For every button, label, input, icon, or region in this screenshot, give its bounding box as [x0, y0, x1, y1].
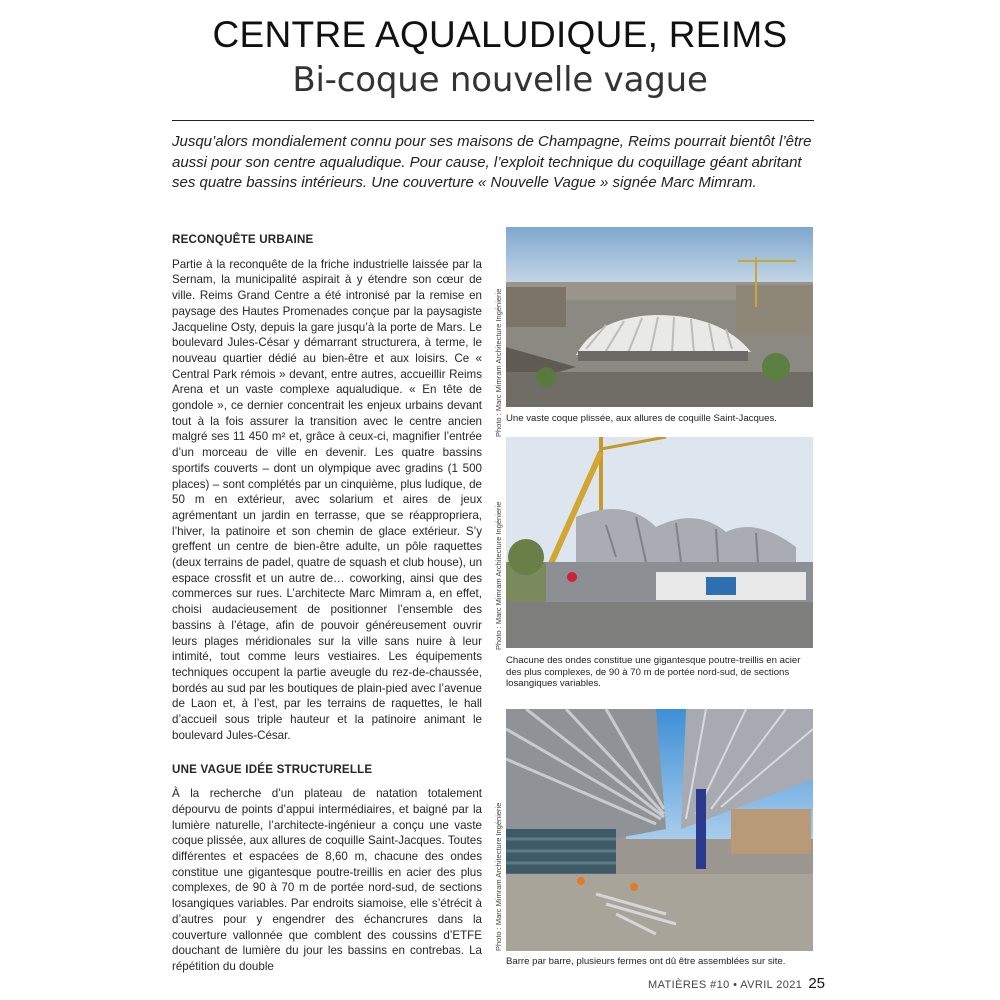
- photo-caption: Chacune des ondes constitue une gigantesque poutre-treillis en acier des plus complexes, de 90 à 70 m de portée nord-sud, de sections losangiques variables.: [506, 655, 801, 689]
- photo-caption: Une vaste coque plissée, aux allures de coquille Saint-Jacques.: [506, 413, 777, 424]
- article-subtitle: Bi-coque nouvelle vague: [292, 60, 708, 100]
- section-heading: RECONQUÊTE URBAINE: [172, 233, 314, 246]
- lead-paragraph: Jusqu’alors mondialement connu pour ses maisons de Champagne, Reims pourrait bientôt l’être aussi pour son centre aqualudique. Pour cause, l’exploit technique du coquillage géant abritant ses quatre bassins intérieurs. Une couverture « Nouvelle Vague » signée Marc Mimram.: [172, 133, 812, 191]
- section-body: À la recherche d’un plateau de natation totalement dépourvu de points d’appui intermédiaires, et baigné par la lumière naturelle, l’architecte-ingénieur a conçu une vaste coque plissée, aux allures de coquille Saint-Jacques. Toutes différentes et espacées de 8,60 m, chacune des ondes constitue une gigantesque poutre-treillis en acier des plus complexes, de 90 à 70 m de portée nord-sud, de sections losangiques variables. Par endroits siamoise, elle s’étrécit à d’autres pour y engendrer des échancrures dans la couverture vallonnée que comblent des coussins d’ETFE douchant de lumière du jour les bassins en contrebas. La répétition du double: [172, 787, 482, 973]
- issue-label: MATIÈRES #10 • AVRIL 2021: [648, 979, 803, 991]
- article-title: CENTRE AQUALUDIQUE, REIMS: [212, 14, 788, 55]
- page-footer: [648, 975, 825, 992]
- photo-construction-cranes: [506, 437, 813, 648]
- title-divider: [172, 120, 814, 121]
- photo-aerial-shell: [506, 227, 813, 407]
- section-body: Partie à la reconquête de la friche industrielle laissée par la Sernam, la municipalité aspirait à y étendre son cœur de ville. Reims Grand Centre a été intronisé par la remise en paysage des Hautes Promenades conçue par la paysagiste Jacqueline Osty, depuis la gare jusqu’à la porte de Mars. Le boulevard Jules-César y démarrant structurera, à terme, le nouveau quartier dédié au bien-être et aux loisirs. Ce « Central Park rémois » devant, entre autres, accueillir Reims Arena et un vaste complexe aqualudique. « En tête de gondole », ce dernier concentrait les enjeux urbains devant tout à la fois assurer la transition avec le centre ancien malgré ses 11 450 m² et, grâce à ceux-ci, magnifier l’entrée d’un morceau de ville en devenir. Les quatre bassins sportifs couverts – dont un olympique avec gradins (1 500 places) – sont complétés par un cinquième, plus ludique, de 50 m en extérieur, avec solarium et aires de jeux agrémentant un jardin en terrasse, que se réappropriera, l’hiver, la patinoire et son chemin de glace extérieur. S’y greffent un centre de bien-être adulte, un pôle raquettes (deux terrains de padel, quatre de squash et club house), un espace crossfit et un autre de… coworking, ainsi que des commerces sur rues. L’architecte Marc Mimram a, en effet, choisi audacieusement de positionner l’ensemble des bassins à l’étage, afin de pouvoir généreusement ouvrir leurs plages méridionales sur la ville sans nuire à leur intimité, tout comme leurs vestiaires. Les équipements techniques occupent la partie aveugle du rez-de-chaussée, bordés au sud par les boutiques de plain-pied avec l’avenue de Laon et, à l’est, par les terrains de raquettes, le hall d’accueil sous triple hauteur et la patinoire animant le boulevard Jules-César.: [172, 257, 483, 742]
- photo-credit: Photo : Marc Mimram Architecture Ingénierie: [494, 802, 503, 951]
- body-column: [172, 232, 482, 993]
- photo-caption: Barre par barre, plusieurs fermes ont dû être assemblées sur site.: [506, 956, 786, 967]
- section-heading: UNE VAGUE IDÉE STRUCTURELLE: [172, 762, 373, 776]
- photo-truss-assembly: [506, 709, 813, 951]
- photo-credit: Photo : Marc Mimram Architecture Ingénierie: [494, 288, 503, 437]
- photo-credit: Photo : Marc Mimram Architecture Ingénierie: [494, 501, 503, 650]
- page-number: 25: [808, 975, 825, 992]
